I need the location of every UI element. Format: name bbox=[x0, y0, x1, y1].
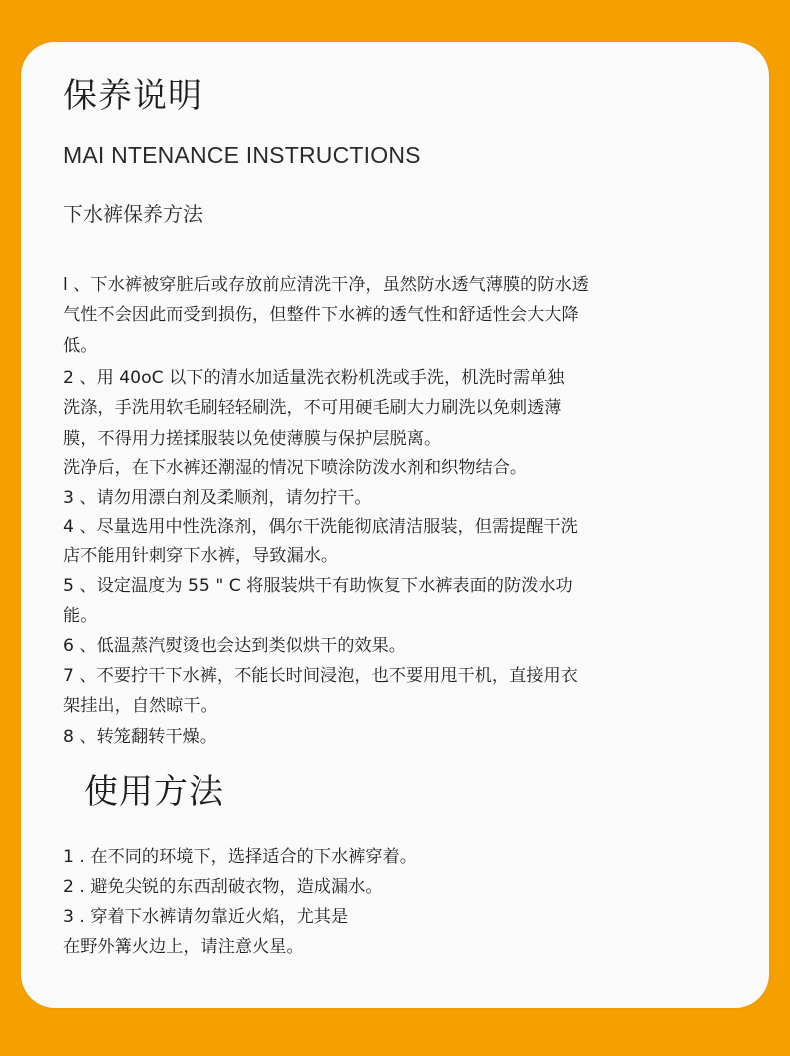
maintenance-line: 店不能用针刺穿下水裤，导致漏水。 bbox=[63, 546, 339, 566]
usage-line: 2 . 避免尖锐的东西刮破衣物，造成漏水。 bbox=[63, 877, 383, 897]
maintenance-line: l 、下水裤被穿脏后或存放前应清洗干净，虽然防水透气薄膜的防水透 bbox=[63, 275, 589, 295]
maintenance-line: 8 、转笼翻转干燥。 bbox=[63, 727, 217, 747]
maintenance-line: 5 、设定温度为 55 " C 将服装烘干有助恢复下水裤表面的防泼水功 bbox=[63, 576, 573, 596]
maintenance-line: 4 、尽量选用中性洗涤剂，偶尔干洗能彻底清洁服装，但需提醒干洗 bbox=[63, 517, 578, 537]
page-title: 保养说明 bbox=[63, 76, 203, 116]
english-subtitle: MAI NTENANCE INSTRUCTIONS bbox=[63, 142, 421, 168]
section-title-maintenance: 下水裤保养方法 bbox=[63, 202, 203, 226]
usage-line: 在野外篝火边上，请注意火星。 bbox=[63, 937, 304, 957]
maintenance-line: 7 、不要拧干下水裤，不能长时间浸泡，也不要用甩干机，直接用衣 bbox=[63, 666, 578, 686]
maintenance-line: 6 、低温蒸汽熨烫也会达到类似烘干的效果。 bbox=[63, 636, 406, 656]
usage-line: 1 . 在不同的环境下，选择适合的下水裤穿着。 bbox=[63, 847, 417, 867]
maintenance-line: 洗净后，在下水裤还潮湿的情况下喷涂防泼水剂和织物结合。 bbox=[63, 458, 528, 478]
usage-line: 3 . 穿着下水裤请勿靠近火焰，尤其是 bbox=[63, 907, 349, 927]
maintenance-line: 3 、请勿用漂白剂及柔顺剂，请勿拧干。 bbox=[63, 488, 372, 508]
maintenance-line: 2 、用 40oC 以下的清水加适量洗衣粉机洗或手洗，机洗时需单独 bbox=[63, 368, 565, 388]
maintenance-line: 膜，不得用力搓揉服装以免使薄膜与保护层脱离。 bbox=[63, 429, 442, 449]
maintenance-line: 气性不会因此而受到损伤，但整件下水裤的透气性和舒适性会大大降 bbox=[63, 305, 579, 325]
usage-title: 使用方法 bbox=[84, 772, 224, 812]
maintenance-line: 架挂出，自然晾干。 bbox=[63, 696, 218, 716]
maintenance-line: 洗涤，手洗用软毛刷轻轻刷洗，不可用硬毛刷大力刷洗以免刺透薄 bbox=[63, 398, 562, 418]
maintenance-line: 能。 bbox=[63, 606, 98, 626]
maintenance-line: 低。 bbox=[63, 336, 98, 356]
